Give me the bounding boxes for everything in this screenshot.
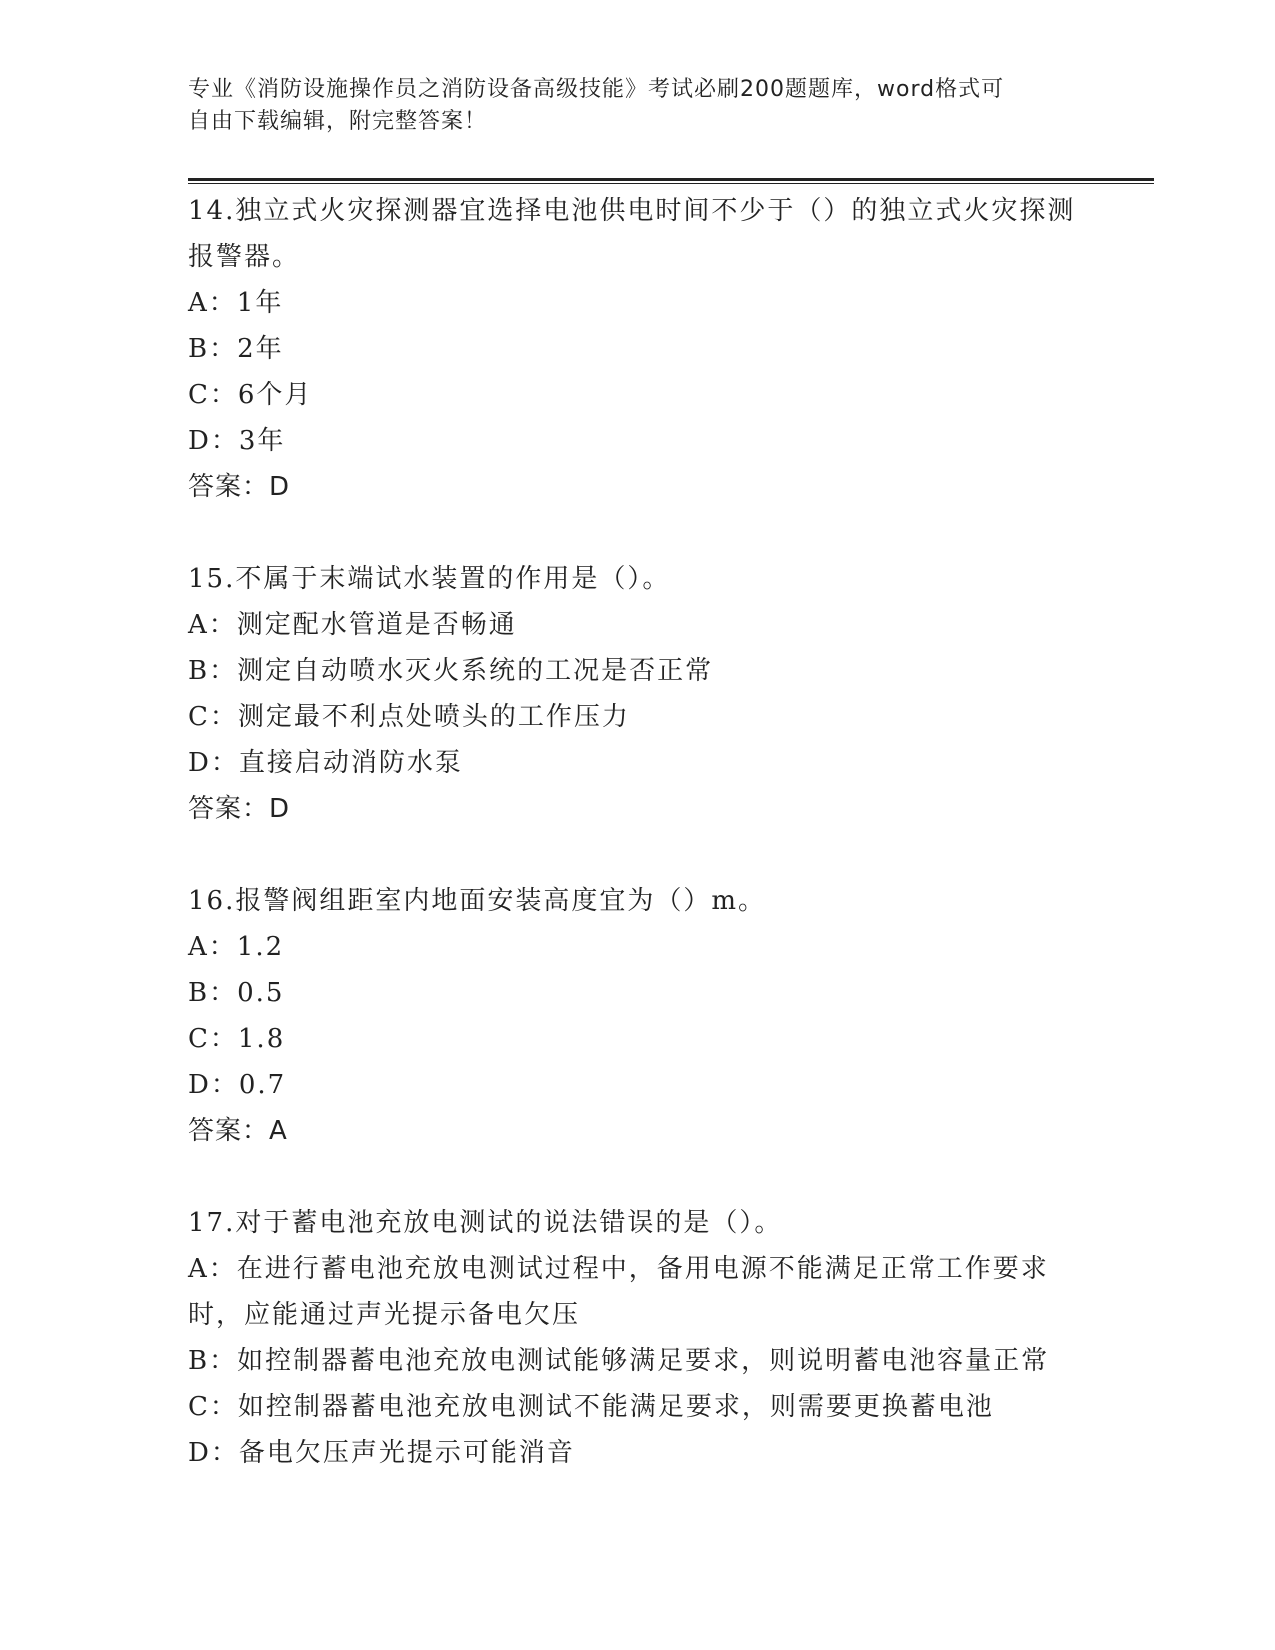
question-15 [188,556,1088,832]
document-header [188,74,1088,138]
option-b: B：测定自动喷水灭火系统的工况是否正常 [188,656,714,686]
option-a: A：测定配水管道是否畅通 [188,610,517,640]
option-a: A：1.2 [188,932,285,962]
question-14 [188,188,1088,510]
question-17 [188,1200,1088,1476]
question-list [188,188,1088,1476]
option-a: A：在进行蓄电池充放电测试过程中，备用电源不能满足正常工作要求时，应能通过声光提示备电欠压 [188,1254,1049,1330]
header-divider-thick [188,178,1154,181]
option-d: D：备电欠压声光提示可能消音 [188,1438,575,1468]
option-b: B：2年 [188,334,284,364]
answer: 答案：D [188,794,291,824]
option-a: A：1年 [188,288,284,318]
option-c: C：如控制器蓄电池充放电测试不能满足要求，则需要更换蓄电池 [188,1392,994,1422]
header-divider-thin [188,183,1154,184]
question-stem: 15.不属于末端试水装置的作用是（）。 [188,564,671,594]
question-stem: 16.报警阀组距室内地面安装高度宜为（）m。 [188,886,767,916]
option-d: D：0.7 [188,1070,287,1100]
option-b: B：如控制器蓄电池充放电测试能够满足要求，则说明蓄电池容量正常 [188,1346,1050,1376]
option-c: C：6个月 [188,380,313,410]
answer: 答案：A [188,1116,288,1146]
option-b: B：0.5 [188,978,285,1008]
answer: 答案：D [188,472,291,502]
question-stem: 17.对于蓄电池充放电测试的说法错误的是（）。 [188,1208,783,1238]
option-c: C：测定最不利点处喷头的工作压力 [188,702,630,732]
header-line-1: 专业《消防设施操作员之消防设备高级技能》考试必刷200题题库，word格式可 [188,77,1005,102]
header-line-2: 自由下载编辑，附完整答案！ [188,109,488,134]
question-16 [188,878,1088,1154]
option-d: D：直接启动消防水泵 [188,748,463,778]
question-stem: 14.独立式火灾探测器宜选择电池供电时间不少于（）的独立式火灾探测报警器。 [188,196,1076,272]
option-c: C：1.8 [188,1024,286,1054]
option-d: D：3年 [188,426,286,456]
